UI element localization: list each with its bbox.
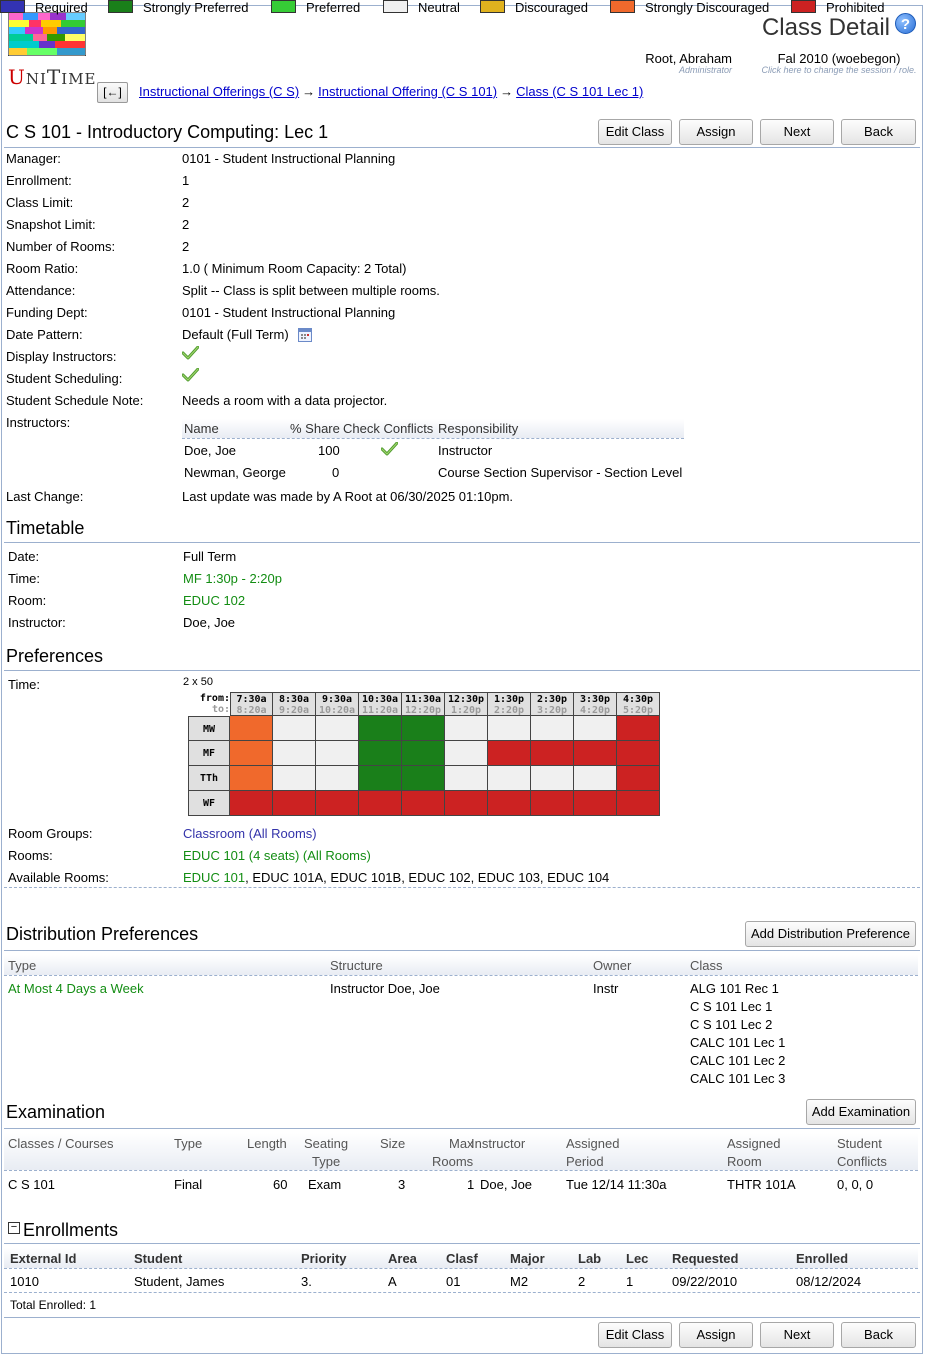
time-from: 3:30p xyxy=(579,694,611,705)
legend-swatch xyxy=(271,0,296,13)
detail-label: Student Scheduling: xyxy=(6,371,123,386)
legend-swatch xyxy=(791,0,816,13)
time-to: 5:20p xyxy=(622,705,654,716)
divider xyxy=(4,1317,920,1318)
next-button[interactable]: Next xyxy=(760,1322,834,1348)
last-change-label: Last Change: xyxy=(6,489,84,504)
time-from: 7:30a xyxy=(236,694,267,705)
room-groups-value: Classroom (All Rooms) xyxy=(183,826,317,841)
time-pref-cell[interactable] xyxy=(316,716,359,741)
timetable-label: Date: xyxy=(8,549,40,564)
timetable-label: Time: xyxy=(8,571,41,586)
col-assigned-period-2: Period xyxy=(566,1154,604,1169)
time-pref-cell[interactable] xyxy=(617,741,660,766)
enrollment-cell: 1010 xyxy=(10,1274,39,1289)
enrollment-cell: Student, James xyxy=(134,1274,225,1289)
timetable-value: Full Term xyxy=(183,549,237,564)
enrollment-cell: 1 xyxy=(626,1274,634,1289)
rooms-value: EDUC 101 (4 seats) (All Rooms) xyxy=(183,848,371,863)
time-pref-cell[interactable] xyxy=(316,791,359,816)
time-pref-cell[interactable] xyxy=(316,741,359,766)
detail-label: Enrollment: xyxy=(6,173,72,188)
time-pref-cell[interactable] xyxy=(359,716,402,741)
time-pref-cell[interactable] xyxy=(617,766,660,791)
time-pref-cell[interactable] xyxy=(488,791,531,816)
time-pref-cell[interactable] xyxy=(531,766,574,791)
divider xyxy=(4,1243,920,1244)
time-column-header xyxy=(273,692,316,716)
timetable-label: Instructor: xyxy=(8,615,66,630)
time-pref-cell[interactable] xyxy=(445,766,488,791)
session-info[interactable] xyxy=(760,51,918,75)
col-name: Name xyxy=(184,421,219,436)
next-button[interactable]: Next xyxy=(760,119,834,145)
legend-label: Prohibited xyxy=(826,0,885,15)
col-size: Size xyxy=(380,1136,406,1151)
col-owner: Owner xyxy=(593,958,632,973)
exam-length: 60 xyxy=(273,1177,288,1192)
time-from: 9:30a xyxy=(321,694,353,705)
time-pattern: 2 x 50 xyxy=(183,676,213,688)
detail-value: 2 xyxy=(182,239,190,254)
enrollments-title: Enrollments xyxy=(23,1220,119,1240)
distribution-class: C S 101 Lec 2 xyxy=(690,1017,773,1032)
time-pref-cell[interactable] xyxy=(359,766,402,791)
legend-label: Strongly Preferred xyxy=(143,0,249,15)
distribution-class: ALG 101 Rec 1 xyxy=(690,981,779,996)
time-pref-cell[interactable] xyxy=(273,791,316,816)
to-label: to: xyxy=(211,704,230,715)
time-pref-cell[interactable] xyxy=(230,766,273,791)
exam-instructor: Doe, Joe xyxy=(480,1177,533,1192)
enrollment-column-header[interactable]: Lec xyxy=(626,1251,649,1266)
detail-label: Date Pattern: xyxy=(6,327,83,342)
distribution-table-header xyxy=(4,955,918,976)
time-column-header xyxy=(445,692,488,716)
distribution-class: CALC 101 Lec 1 xyxy=(690,1035,786,1050)
legend-label: Required xyxy=(35,0,88,15)
enrollment-column-header[interactable]: Student xyxy=(134,1251,183,1266)
logo-grid-icon xyxy=(8,12,86,56)
time-pref-label: Time: xyxy=(8,677,41,692)
time-to: 8:20a xyxy=(236,705,267,716)
time-pref-cell[interactable] xyxy=(402,741,445,766)
col-type: Type xyxy=(174,1136,203,1151)
check-icon xyxy=(182,368,199,385)
time-pref-cell[interactable] xyxy=(531,741,574,766)
day-row-header: MW xyxy=(188,716,230,741)
enrollment-column-header[interactable]: Priority xyxy=(301,1251,347,1266)
room-groups-label: Room Groups: xyxy=(8,826,93,841)
col-student-conflicts-1: Student xyxy=(837,1136,882,1151)
exam-max-rooms: 1 xyxy=(467,1177,475,1192)
time-pref-cell[interactable] xyxy=(445,716,488,741)
time-pref-cell[interactable] xyxy=(273,766,316,791)
time-to: 1:20p xyxy=(450,705,482,716)
enrollment-column-header[interactable]: Lab xyxy=(578,1251,602,1266)
enrollment-column-header[interactable]: Enrolled xyxy=(796,1251,849,1266)
col-assigned-room-1: Assigned xyxy=(727,1136,781,1151)
detail-label: Class Limit: xyxy=(6,195,74,210)
col-classes-courses: Classes / Courses xyxy=(8,1136,114,1151)
breadcrumb-link-class[interactable]: Class (C S 101 Lec 1) xyxy=(516,84,644,99)
time-pref-cell[interactable] xyxy=(488,716,531,741)
assign-button[interactable]: Assign xyxy=(679,1322,753,1348)
grid-corner xyxy=(188,692,230,716)
enrollment-cell: 09/22/2010 xyxy=(672,1274,738,1289)
time-to: 12:20p xyxy=(404,705,442,716)
legend-divider xyxy=(4,887,920,888)
time-column-header xyxy=(574,692,617,716)
timetable-value: MF 1:30p - 2:20p xyxy=(183,571,282,586)
detail-label: Snapshot Limit: xyxy=(6,217,96,232)
time-pref-cell[interactable] xyxy=(531,791,574,816)
distribution-type: At Most 4 Days a Week xyxy=(8,981,144,996)
unitime-logo[interactable] xyxy=(8,12,97,89)
col-class: Class xyxy=(690,958,723,973)
breadcrumb-link-offering[interactable]: Instructional Offering (C S 101) xyxy=(318,84,498,99)
time-pref-cell[interactable] xyxy=(230,716,273,741)
exam-room: THTR 101A xyxy=(727,1177,796,1192)
detail-value: 2 xyxy=(182,217,190,232)
preferences-title: Preferences xyxy=(6,646,104,666)
time-to: 3:20p xyxy=(536,705,568,716)
col-max-rooms: Rooms xyxy=(432,1154,474,1169)
time-column-header xyxy=(531,692,574,716)
time-to: 4:20p xyxy=(579,705,611,716)
distribution-structure: Instructor Doe, Joe xyxy=(330,981,440,996)
exam-period: Tue 12/14 11:30a xyxy=(566,1177,667,1192)
enrollment-cell: 01 xyxy=(446,1274,461,1289)
time-pref-cell[interactable] xyxy=(402,766,445,791)
legend-label: Neutral xyxy=(418,0,460,15)
time-pref-cell[interactable] xyxy=(359,741,402,766)
add-examination-button[interactable]: Add Examination xyxy=(806,1099,916,1125)
add-distribution-preference-button[interactable]: Add Distribution Preference xyxy=(745,921,916,947)
time-column-header xyxy=(617,692,660,716)
time-from: 1:30p xyxy=(493,694,525,705)
time-from: 8:30a xyxy=(278,694,310,705)
detail-value: Default (Full Term) xyxy=(182,327,289,342)
col-instructor: Instructor xyxy=(471,1136,526,1151)
col-assigned-room-2: Room xyxy=(727,1154,762,1169)
collapse-toggle-icon[interactable]: − xyxy=(8,1222,20,1234)
col-responsibility: Responsibility xyxy=(438,421,519,436)
divider xyxy=(4,147,920,148)
instructor-responsibility: Course Section Supervisor - Section Level xyxy=(438,465,683,480)
detail-value: Needs a room with a data projector. xyxy=(182,393,388,408)
session-name: Fal 2010 (woebegon) xyxy=(777,51,901,66)
col-student-conflicts-2: Conflicts xyxy=(837,1154,887,1169)
col-check-conflicts: Check Conflicts xyxy=(343,421,434,436)
legend-swatch xyxy=(108,0,133,13)
time-column-header xyxy=(359,692,402,716)
timetable-label: Room: xyxy=(8,593,47,608)
detail-value: 1.0 ( Minimum Room Capacity: 2 Total) xyxy=(182,261,407,276)
legend-label: Strongly Discouraged xyxy=(645,0,770,15)
legend-swatch xyxy=(610,0,635,13)
col-seating: Seating xyxy=(304,1136,349,1151)
detail-label: Funding Dept: xyxy=(6,305,88,320)
enrollment-column-header[interactable]: External Id xyxy=(10,1251,77,1266)
calendar-icon[interactable] xyxy=(298,328,312,342)
instructor-responsibility: Instructor xyxy=(438,443,493,458)
detail-label: Student Schedule Note: xyxy=(6,393,144,408)
help-icon[interactable]: ? xyxy=(895,13,916,34)
user-name: Root, Abraham xyxy=(645,51,732,66)
instructor-share: 100 xyxy=(318,443,340,458)
col-seating-type: Type xyxy=(312,1154,341,1169)
time-pref-cell[interactable] xyxy=(488,766,531,791)
enrollment-cell: 08/12/2024 xyxy=(796,1274,862,1289)
assign-button[interactable]: Assign xyxy=(679,119,753,145)
col-type: Type xyxy=(8,958,37,973)
available-rooms-value xyxy=(183,870,609,885)
available-room-preferred: EDUC 101 xyxy=(183,870,246,885)
time-pref-cell[interactable] xyxy=(574,716,617,741)
divider xyxy=(4,542,920,543)
col-share: % Share xyxy=(290,421,340,436)
detail-value: 0101 - Student Instructional Planning xyxy=(182,305,396,320)
breadcrumb-link-offerings[interactable]: Instructional Offerings (C S) xyxy=(139,84,300,99)
legend-swatch xyxy=(480,0,505,13)
time-to: 11:20a xyxy=(361,705,399,716)
detail-value: Split -- Class is split between multiple rooms. xyxy=(182,283,440,298)
time-pref-cell[interactable] xyxy=(488,741,531,766)
detail-label: Number of Rooms: xyxy=(6,239,116,254)
enrollment-cell: M2 xyxy=(510,1274,529,1289)
exam-seating: Exam xyxy=(308,1177,342,1192)
divider xyxy=(4,950,920,951)
legend-swatch xyxy=(0,0,25,13)
time-pref-cell[interactable] xyxy=(316,766,359,791)
timetable-title: Timetable xyxy=(6,518,85,538)
day-row-header: MF xyxy=(188,741,230,766)
check-icon xyxy=(381,442,398,459)
legend-swatch xyxy=(383,0,408,13)
exam-type: Final xyxy=(174,1177,203,1192)
last-change-value: Last update was made by A Root at 06/30/2025 01:10pm. xyxy=(182,489,514,504)
time-column-header xyxy=(316,692,359,716)
legend-label: Preferred xyxy=(306,0,361,15)
examination-table-header xyxy=(4,1133,918,1171)
instructor-name: Newman, George xyxy=(184,465,286,480)
distribution-owner: Instr xyxy=(593,981,619,996)
instructor-name: Doe, Joe xyxy=(184,443,237,458)
divider xyxy=(4,670,920,671)
time-pref-cell[interactable] xyxy=(273,716,316,741)
time-pref-cell[interactable] xyxy=(445,741,488,766)
enrollment-column-header[interactable]: Area xyxy=(388,1251,417,1266)
detail-label: Attendance: xyxy=(6,283,76,298)
time-from: 2:30p xyxy=(536,694,568,705)
time-pref-cell[interactable] xyxy=(531,716,574,741)
row-divider xyxy=(4,1292,920,1293)
time-pref-cell[interactable] xyxy=(445,791,488,816)
legend-label: Discouraged xyxy=(515,0,588,15)
day-row-header: TTh xyxy=(188,766,230,791)
user-info[interactable] xyxy=(600,51,732,75)
detail-label: Instructors: xyxy=(6,415,71,430)
time-to: 9:20a xyxy=(278,705,310,716)
back-button[interactable]: Back xyxy=(841,119,916,145)
enrollments-table-header xyxy=(4,1248,918,1269)
enrollment-column-header[interactable]: Requested xyxy=(672,1251,739,1266)
time-pref-cell[interactable] xyxy=(273,741,316,766)
time-from: 11:30a xyxy=(404,694,442,705)
col-assigned-period-1: Assigned xyxy=(566,1136,620,1151)
col-structure: Structure xyxy=(330,958,383,973)
timetable-value: Doe, Joe xyxy=(183,615,236,630)
col-length: Length xyxy=(247,1136,287,1151)
time-pref-cell[interactable] xyxy=(402,716,445,741)
available-rooms-rest: , EDUC 101A, EDUC 101B, EDUC 102, EDUC 103, EDUC 104 xyxy=(245,870,610,885)
time-column-header xyxy=(402,692,445,716)
time-to: 2:20p xyxy=(493,705,525,716)
distribution-class: CALC 101 Lec 2 xyxy=(690,1053,786,1068)
distribution-title: Distribution Preferences xyxy=(6,924,199,944)
enrollment-cell: A xyxy=(388,1274,397,1289)
exam-course: C S 101 xyxy=(8,1177,55,1192)
enrollment-cell: 3. xyxy=(301,1274,312,1289)
examination-title: Examination xyxy=(6,1102,106,1122)
breadcrumb-separator: → xyxy=(302,84,316,99)
distribution-class: CALC 101 Lec 3 xyxy=(690,1071,786,1086)
breadcrumb xyxy=(139,84,643,99)
time-pref-cell[interactable] xyxy=(402,791,445,816)
time-from: 10:30a xyxy=(361,694,399,705)
check-icon xyxy=(182,346,199,363)
breadcrumb-separator: → xyxy=(500,84,514,99)
time-pref-cell[interactable] xyxy=(359,791,402,816)
time-column-header xyxy=(488,692,531,716)
detail-value: 0101 - Student Instructional Planning xyxy=(182,151,396,166)
day-row-header: WF xyxy=(188,791,230,816)
distribution-class: C S 101 Lec 1 xyxy=(690,999,773,1014)
time-pref-cell[interactable] xyxy=(230,791,273,816)
exam-size: 3 xyxy=(398,1177,406,1192)
exam-conflicts: 0, 0, 0 xyxy=(837,1177,874,1192)
detail-label: Room Ratio: xyxy=(6,261,79,276)
detail-label: Display Instructors: xyxy=(6,349,117,364)
back-arrow-button[interactable]: [←] xyxy=(97,82,128,103)
logo-text: UNITIME xyxy=(8,65,97,89)
edit-class-button[interactable]: Edit Class xyxy=(598,1322,672,1348)
time-pref-cell[interactable] xyxy=(574,766,617,791)
available-rooms-label: Available Rooms: xyxy=(8,870,109,885)
timetable-value: EDUC 102 xyxy=(183,593,246,608)
time-to: 10:20a xyxy=(318,705,356,716)
enrollment-cell: 2 xyxy=(578,1274,586,1289)
detail-value: 2 xyxy=(182,195,190,210)
time-from: 4:30p xyxy=(622,694,654,705)
class-title: C S 101 - Introductory Computing: Lec 1 xyxy=(6,122,329,142)
page-title: Class Detail xyxy=(761,14,890,41)
session-hint: Click here to change the session / role. xyxy=(761,65,917,75)
time-pref-cell[interactable] xyxy=(574,741,617,766)
from-label: from: xyxy=(199,693,230,704)
detail-label: Manager: xyxy=(6,151,61,166)
time-column-header xyxy=(230,692,273,716)
detail-value: 1 xyxy=(182,173,190,188)
user-role: Administrator xyxy=(678,65,732,75)
time-from: 12:30p xyxy=(447,694,485,705)
enrollment-column-header[interactable]: Major xyxy=(510,1251,545,1266)
time-pref-cell[interactable] xyxy=(574,791,617,816)
divider xyxy=(4,1128,920,1129)
time-pref-cell[interactable] xyxy=(617,716,660,741)
rooms-label: Rooms: xyxy=(8,848,53,863)
instructors-table-header xyxy=(182,419,684,439)
total-enrolled: Total Enrolled: 1 xyxy=(10,1298,97,1312)
instructor-share: 0 xyxy=(332,465,340,480)
back-button[interactable]: Back xyxy=(841,1322,916,1348)
col-max: Max xyxy=(449,1136,474,1151)
time-pref-cell[interactable] xyxy=(230,741,273,766)
edit-class-button[interactable]: Edit Class xyxy=(598,119,672,145)
enrollment-column-header[interactable]: Clasf xyxy=(446,1251,478,1266)
time-pref-cell[interactable] xyxy=(617,791,660,816)
